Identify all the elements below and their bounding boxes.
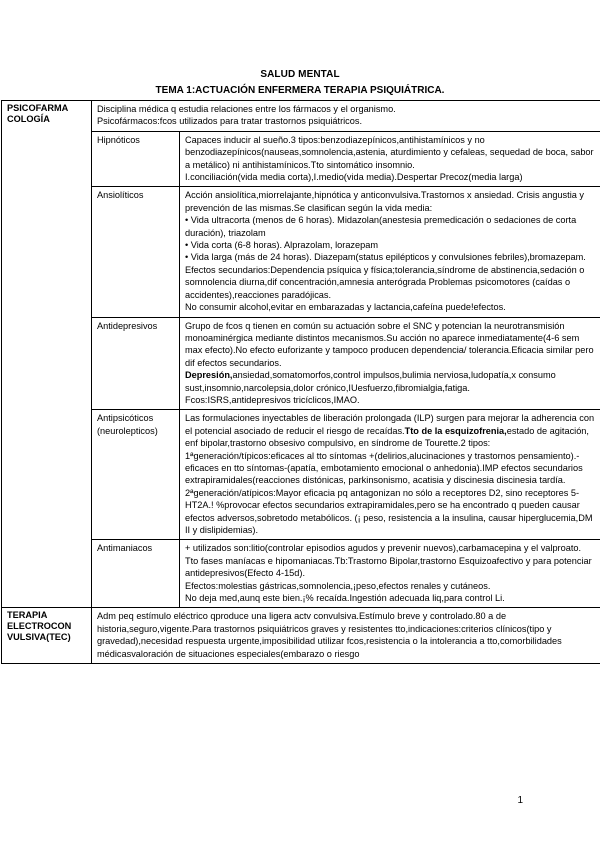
document-title: SALUD MENTAL bbox=[260, 69, 340, 80]
description-highlight: Depresión, bbox=[185, 370, 233, 381]
tec-description: Adm peq estímulo eléctrico qproduce una ligera actv convulsiva.Estímulo breve y controlado.80 a de historia,seguro,vigente.Para trastornos psiquiátricos graves y resistentes tto,indicaciones:criterios clínicos(tipo y gravedad),necesidad respuesta urgente,imposibilidad utilizar fcos,resistencia o la intolerancia a tto,comorbilidades médicasvaloración de situaciones especiales(embarazo o riesgo bbox=[92, 608, 600, 664]
drug-class-name: Antipsicóticos (neurolepticos) bbox=[92, 410, 180, 540]
drug-class-description: + utilizados son:litio(controlar episodios agudos y prevenir nuevos),carbamacepina y el valproato. Tto fases maníacas e hipomaniacas.Tb:Trastorno Bipolar,trastorno Esquizoafectivo y para potenciar antidepresivos(Efecto 4-15d). Efectos:molestias gástricas,somnolencia,¡peso,efectos renales y cutáneos. No deja med,aunq este bien.¡% recaída.Ingestión adecuada liq,para control Li. bbox=[180, 540, 600, 608]
section-label-tec: TERAPIA ELECTROCON VULSIVA(TEC) bbox=[2, 608, 92, 664]
drug-row-ansioliticos bbox=[2, 187, 600, 317]
drug-class-name: Antidepresivos bbox=[92, 317, 180, 410]
drug-row-antimaniacos bbox=[2, 540, 600, 608]
drug-row-antipsicoticos bbox=[2, 410, 600, 540]
drug-row-hipnoticos bbox=[2, 131, 600, 187]
description-text: Las formulaciones inyectables de liberación prolongada (ILP) surgen para mejorar la adherencia con el potencial asociado de reducir el riesgo de recaídas. bbox=[185, 413, 595, 436]
drug-class-name: Antimaniacos bbox=[92, 540, 180, 608]
tec-row bbox=[2, 608, 600, 664]
drug-class-description bbox=[180, 410, 600, 540]
document-subtitle: TEMA 1:ACTUACIÓN ENFERMERA TERAPIA PSIQUIÁTRICA. bbox=[155, 85, 445, 96]
content-table bbox=[1, 100, 600, 664]
description-text: estado de agitación, enf bipolar,trastorno obsesivo compulsivo, en síndrome de Tourette.2 tipos: 1ªgeneración/típicos:eficaces al tto síntomas +(delirios,alucinaciones y trastornos pensamiento).-eficaces en tto síntomas-(apatía, embotamiento emocional o anhedonia).IMP efectos secundarios extrapiramidales(reacciones distónicas, parkinsonismo, acatisia y discinesia discinesia tardía. 2ªgeneración/atípicos:Mayor eficacia pq antagonizan no sólo a receptores D2, sino receptores 5-HT2A.! %provocar efectos secundarios extrapiramidales,pero se ha encontrado q pueden causar efectos adversos,sobretodo metabólicos. (¡ peso, resistencia a la insulina, causar hiperglucemia,DM II y dislipidemias). bbox=[185, 425, 593, 535]
drug-class-name: Ansiolíticos bbox=[92, 187, 180, 317]
drug-class-description bbox=[180, 317, 600, 410]
description-text: ansiedad,somatomorfos,control impulsos,bulimia nerviosa,ludopatía,x consumo sust,insomnio,narcolepsia,dolor crónico,IUesfuerzo,fibromialgia,fatiga. Fcos:ISRS,antidepresivos tricíclicos,IMAO. bbox=[185, 370, 556, 405]
description-highlight: Tto de la esquizofrenia, bbox=[404, 425, 507, 436]
drug-class-description: Acción ansiolítica,miorrelajante,hipnótica y anticonvulsiva.Trastornos x ansiedad. Crisis angustia y prevención de las mismas.Se clasifican según la vida media: • Vida ultracorta (menos de 6 horas). Midazolan(anestesia premedicación o sedaciones de corta duración), triazolam • Vida corta (6-8 horas). Alprazolam, lorazepam • Vida larga (más de 24 horas). Diazepam(status epilépticos y convulsiones febriles),bromazepam. Efectos secundarios:Dependencia psíquica y física;tolerancia,síndrome de abstinencia,sedación o somnolencia diurna,dif concentración,amnesia anterógrada Problemas psicomotores (caídas o accidentes),reacciones paradójicas. No consumir alcohol,evitar en embarazadas y lactancia,cafeína puede!efectos. bbox=[180, 187, 600, 317]
psicofarmacologia-intro-row bbox=[2, 101, 600, 132]
psicofarmacologia-intro: Disciplina médica q estudia relaciones entre los fármacos y el organismo. Psicofármacos:fcos utilizados para tratar trastornos psiquiátricos. bbox=[92, 101, 600, 132]
description-text: Grupo de fcos q tienen en común su actuación sobre el SNC y potencian la neurotransmisión monoaminérgica mediante distintos mecanismos.Su acción no aparece inmediatamente(4-6 sem max efecto).No efecto euforizante y tampoco producen dependencia/ tolerancia.Eficacia similar pero dif efectos secundarios. bbox=[185, 320, 594, 368]
drug-row-antidepresivos bbox=[2, 317, 600, 410]
drug-class-name: Hipnóticos bbox=[92, 131, 180, 187]
page-number: 1 bbox=[517, 795, 523, 806]
drug-class-description: Capaces inducir al sueño.3 tipos:benzodiazepínicos,antihistamínicos y no benzodiazepínicos(nauseas,somnolencia,astenia, aturdimiento y cefaleas, sequedad de boca, sabor a metálico) ni antihistamínicos.Tto sintomático insomnio. I.conciliación(vida media corta),I.medio(vida media).Despertar Precoz(media larga) bbox=[180, 131, 600, 187]
section-label-psicofarmacologia: PSICOFARMA COLOGÍA bbox=[2, 101, 92, 608]
